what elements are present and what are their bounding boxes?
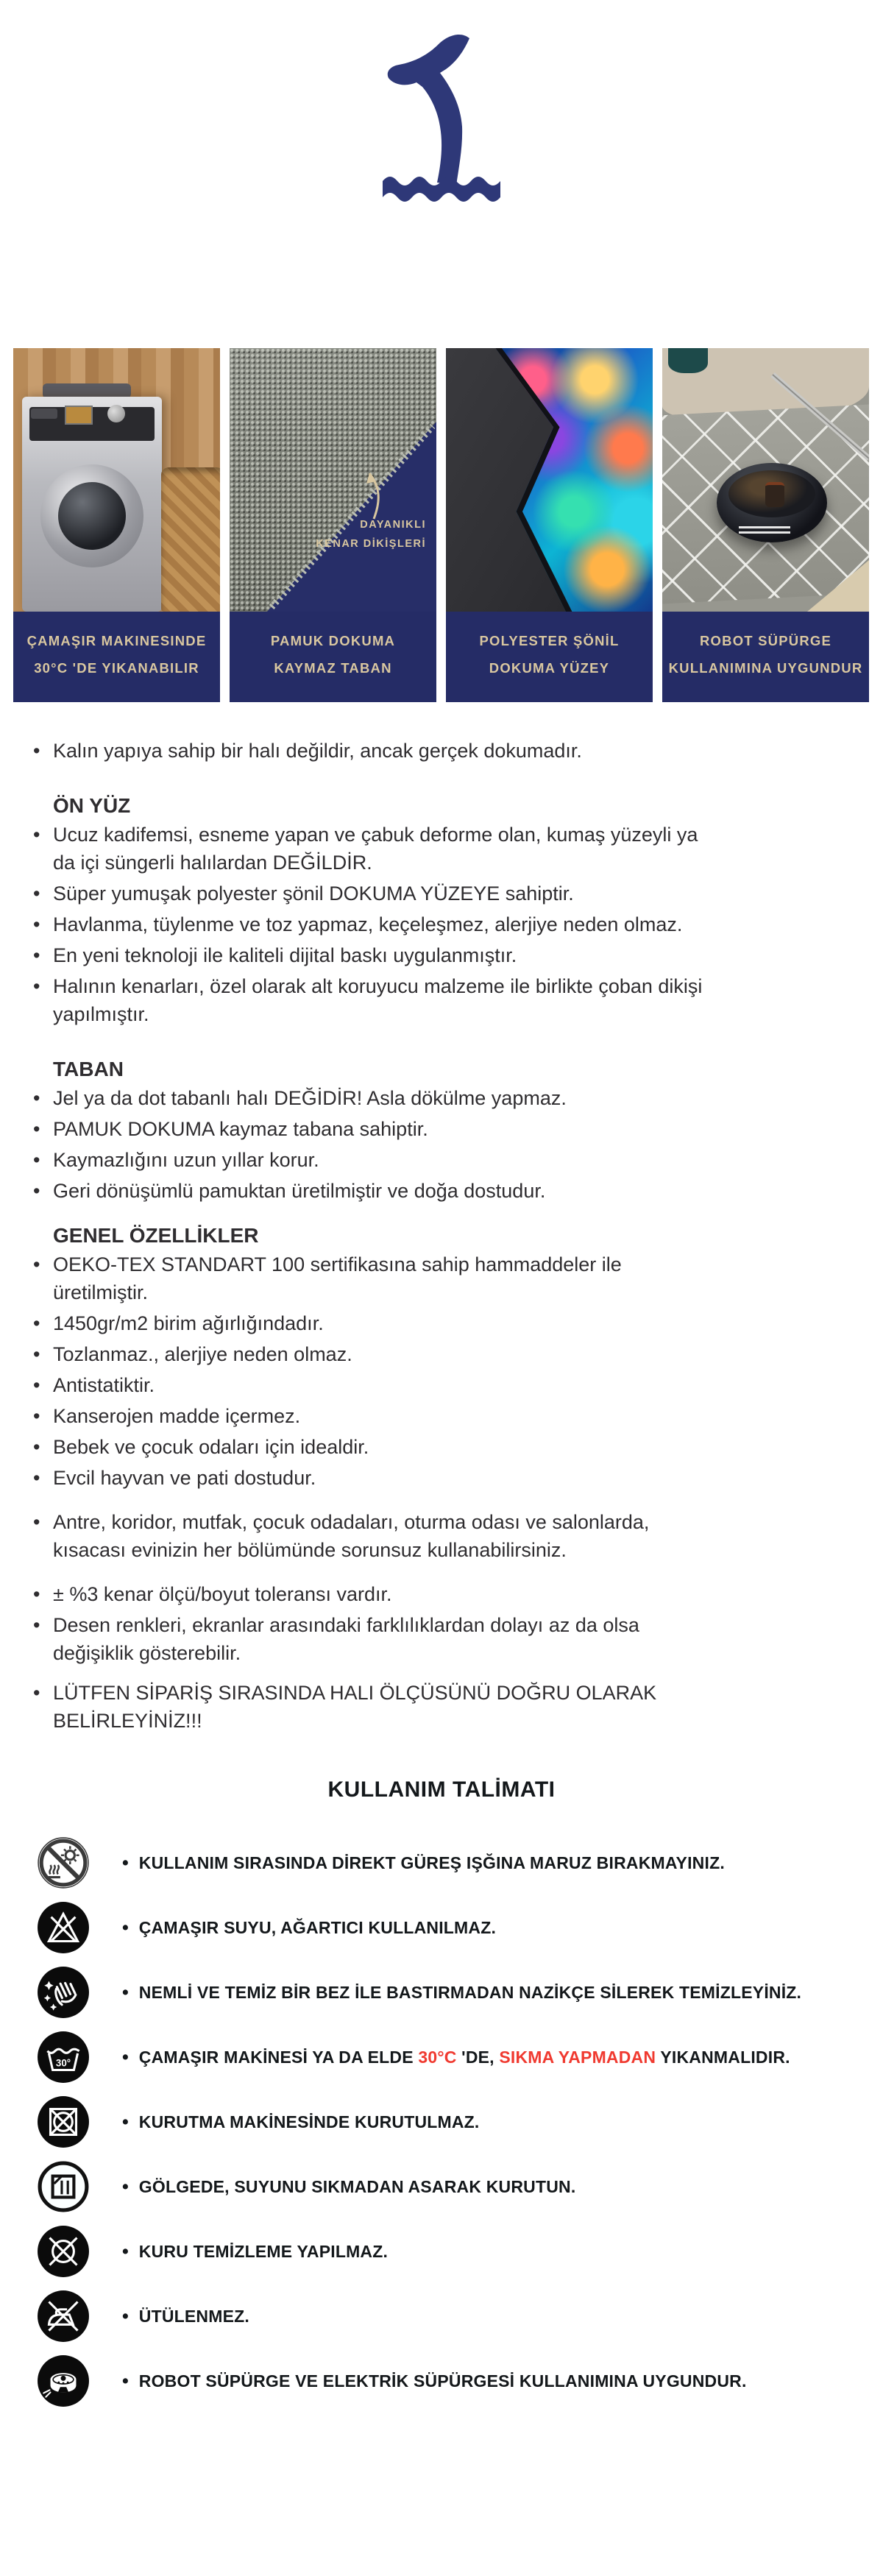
care-row: 30° • ÇAMAŞIR MAKİNESİ YA DA ELDE 30°C 'DE, SIKMA YAPMADAN YIKANMALIDIR. [0,2025,883,2090]
care-text: NEMLİ VE TEMİZ BİR BEZ İLE BASTIRMADAN NAZİKÇE SİLEREK TEMİZLEYİNİZ. [138,1982,802,2002]
care-row: • GÖLGEDE, SUYUNU SIKMADAN ASARAK KURUTUN. [0,2154,883,2219]
intro-bullet: • Kalın yapıya sahip bir halı değildir, ancak gerçek dokumadır. [33,740,582,762]
bullet-item: • PAMUK DOKUMA kaymaz tabana sahiptir. [33,1118,428,1140]
wipe-clean-icon [37,1966,90,2019]
brand-logo-block [0,29,883,302]
care-text: ROBOT SÜPÜRGE VE ELEKTRİK SÜPÜRGESİ KULLANIMINA UYGUNDUR. [138,2371,747,2391]
care-text: KULLANIM SIRASINDA DİREKT GÜREŞ IŞĞINA MARUZ BIRAKMAYINIZ. [138,1853,725,1872]
bullet-item: • Evcil hayvan ve pati dostudur. [33,1467,316,1489]
feature-card-robot-vacuum [662,348,869,702]
no-direct-sunlight-icon [37,1836,90,1889]
care-row: • ÜTÜLENMEZ. [0,2284,883,2349]
laundry-basket [161,467,220,612]
care-text: ÇAMAŞIR SUYU, AĞARTICI KULLANILMAZ. [138,1917,497,1937]
robot-vacuum [717,463,827,542]
stitched-edge-graphic [230,348,436,612]
care-text: GÖLGEDE, SUYUNU SIKMADAN ASARAK KURUTUN. [138,2176,576,2196]
woven-backing-photo [230,348,436,612]
washing-machine [22,397,162,612]
whale-tail-waves-icon [353,29,530,213]
care-row: • ROBOT SÜPÜRGE VE ELEKTRİK SÜPÜRGESİ KULLANIMINA UYGUNDUR. [0,2349,883,2413]
care-text: ÜTÜLENMEZ. [138,2306,249,2326]
care-title: KULLANIM TALİMATI [327,1777,556,1802]
description-content [0,725,883,1738]
feature-card-woven-surface [446,348,653,702]
bullet-item: • 1450gr/m2 birim ağırlığındadır. [33,1312,324,1334]
brand-name: THE REEF [358,214,525,275]
care-row: • KURU TEMİZLEME YAPILMAZ. [0,2219,883,2284]
no-tumble-dry-icon [37,2095,90,2148]
feature-card-washable [13,348,220,702]
size-warning-bullet: • LÜTFEN SİPARİŞ SIRASINDA HALI ÖLÇÜSÜNÜ DOĞRU OLARAK BELİRLEYİNİZ!!! [33,1682,657,1732]
section-heading-general: GENEL ÖZELLİKLER [53,1224,259,1247]
feature-card-nonslip-base [230,348,436,702]
towel [43,383,131,398]
edge-annotation: DAYANIKLI [360,519,426,531]
tolerance-bullet: • Desen renkleri, ekranlar arasındaki farklılıklardan dolayı az da olsa değişiklik gösterebilir. [33,1614,639,1664]
care-instructions-section [0,1777,883,2413]
care-row: • NEMLİ VE TEMİZ BİR BEZ İLE BASTIRMADAN NAZİKÇE SİLEREK TEMİZLEYİNİZ. [0,1960,883,2025]
care-text: KURU TEMİZLEME YAPILMAZ. [138,2241,389,2261]
bullet-item: • OEKO-TEX STANDART 100 sertifikasına sahip hammaddeler ile üretilmiştir. [33,1253,622,1303]
edge-annotation: KENAR DİKİŞLERİ [316,538,426,550]
care-row: • KURUTMA MAKİNESİNDE KURUTULMAZ. [0,2090,883,2154]
bullet-item: • Geri dönüşümlü pamuktan üretilmiştir ve doğa dostudur. [33,1180,546,1202]
bullet-item: • Kaymazlığını uzun yıllar korur. [33,1149,319,1171]
robot-vacuum-allowed-icon [37,2354,90,2407]
shade-dry-icon [37,2160,90,2213]
bullet-item: • Bebek ve çocuk odaları için idealdir. [33,1436,369,1458]
bullet-item: • Havlanma, tüylenme ve toz yapmaz, keçeleşmez, alerjiye neden olmaz. [33,913,683,935]
card-caption: POLYESTER ŞÖNİL DOKUMA YÜZEY [446,612,653,702]
svg-text:30°: 30° [55,2057,71,2069]
section-heading-front-face: ÖN YÜZ [53,794,131,817]
bullet-item: • Ucuz kadifemsi, esneme yapan ve çabuk deforme olan, kumaş yüzeyli ya da içi süngerli halılardan DEĞİLDİR. [33,824,698,874]
care-row: • ÇAMAŞIR SUYU, AĞARTICI KULLANILMAZ. [0,1895,883,1960]
bullet-item: • Antistatiktir. [33,1374,155,1396]
bullet-item: • Kanserojen madde içermez. [33,1405,301,1427]
tolerance-bullet: • ± %3 kenar ölçü/boyut toleransı vardır. [33,1583,392,1605]
robot-vacuum-photo [662,348,869,612]
section-heading-base: TABAN [53,1058,124,1080]
no-dry-clean-icon [37,2225,90,2278]
care-list [0,1830,883,2413]
feature-cards-row [13,348,870,702]
bullet-item: • Süper yumuşak polyester şönil DOKUMA YÜZEYE sahiptir. [33,882,574,905]
no-iron-icon [37,2290,90,2343]
bullet-item: • En yeni teknoloji ile kaliteli dijital baskı uygulanmıştır. [33,944,517,966]
wash-30-icon [37,2031,90,2084]
care-text: KURUTMA MAKİNESİNDE KURUTULMAZ. [138,2112,480,2131]
card-caption: ROBOT SÜPÜRGE KULLANIMINA UYGUNDUR [662,612,869,702]
card-caption: ÇAMAŞIR MAKINESINDE 30°C 'DE YIKANABILIR [13,612,220,702]
colorful-rug-photo [446,348,653,612]
care-text: ÇAMAŞIR MAKİNESİ YA DA ELDE 30°C 'DE, SIKMA YAPMADAN YIKANMALIDIR. [138,2047,790,2067]
usage-bullet: • Antre, koridor, mutfak, çocuk odadaları, oturma odası ve salonlarda, kısacası evinizin her bölümünde sorunsuz kullanabilirsiniz. [33,1511,650,1561]
bullet-item: • Halının kenarları, özel olarak alt koruyucu malzeme ile birlikte çoban dikişi yapılmıştır. [33,975,703,1025]
bullet-item: • Tozlanmaz., alerjiye neden olmaz. [33,1343,352,1365]
no-bleach-icon [37,1901,90,1954]
brand-subname: D E S I G N [330,281,565,302]
washing-machine-photo [13,348,220,612]
card-caption: PAMUK DOKUMA KAYMAZ TABAN [230,612,436,702]
bullet-item: • Jel ya da dot tabanlı halı DEĞİDİR! Asla dökülme yapmaz. [33,1087,567,1109]
care-row: • KULLANIM SIRASINDA DİREKT GÜREŞ IŞĞINA MARUZ BIRAKMAYINIZ. [0,1830,883,1895]
